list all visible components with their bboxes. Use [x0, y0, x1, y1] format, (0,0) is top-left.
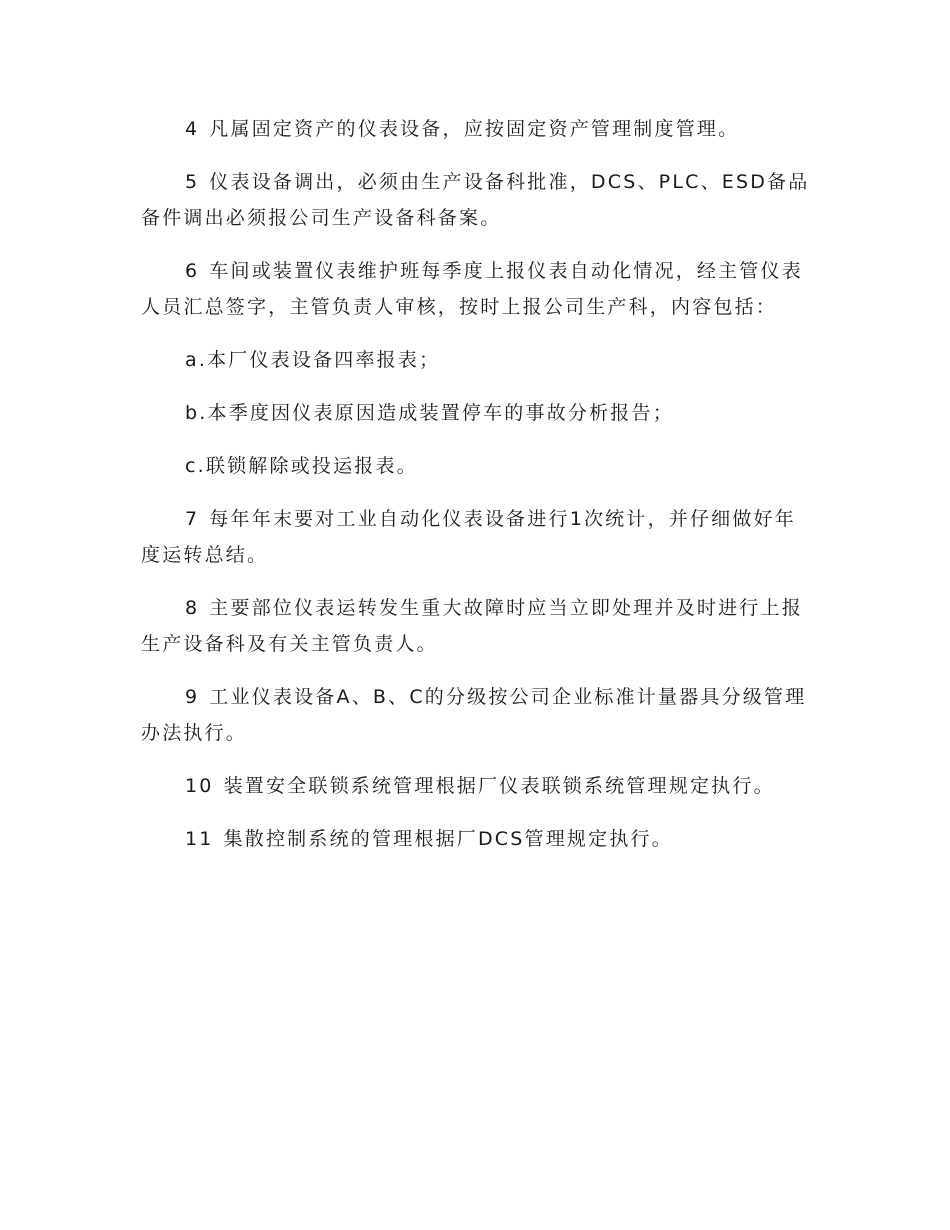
paragraph-number: 10: [185, 775, 214, 797]
sub-item-c: [141, 448, 813, 484]
paragraph-number: 11: [185, 828, 214, 850]
paragraph-text: 凡属固定资产的仪表设备，应按固定资产管理制度管理。: [209, 118, 740, 140]
paragraph-text: 主要部位仪表运转发生重大故障时应当立即处理并及时进行上报生产设备科及有关主管负责人。: [141, 597, 803, 655]
sub-item-text: a.本厂仪表设备四率报表；: [185, 349, 441, 371]
sub-item-text: c.联锁解除或投运报表。: [185, 455, 418, 477]
paragraph-number: 9: [185, 686, 200, 708]
paragraph-number: 8: [185, 597, 200, 619]
paragraph-10: [141, 768, 813, 804]
paragraph-number: 7: [185, 508, 200, 530]
sub-item-b: [141, 395, 813, 431]
paragraph-text: 工业仪表设备A、B、C的分级按公司企业标准计量器具分级管理办法执行。: [141, 686, 807, 744]
paragraph-text: 装置安全联锁系统管理根据厂仪表联锁系统管理规定执行。: [223, 775, 775, 797]
sub-item-text: b.本季度因仪表原因造成装置停车的事故分析报告；: [185, 402, 674, 424]
paragraph-number: 6: [185, 260, 200, 282]
paragraph-text: 每年年末要对工业自动化仪表设备进行1次统计，并仔细做好年度运转总结。: [141, 508, 796, 566]
document-body: [141, 111, 813, 874]
paragraph-number: 4: [185, 118, 200, 140]
paragraph-text: 仪表设备调出，必须由生产设备科批准，DCS、PLC、ESD备品备件调出必须报公司生产设备科备案。: [141, 171, 810, 229]
paragraph-4: [141, 111, 813, 147]
paragraph-number: 5: [185, 171, 200, 193]
paragraph-8: [141, 590, 813, 662]
paragraph-11: [141, 821, 813, 857]
paragraph-7: [141, 501, 813, 573]
sub-item-a: [141, 342, 813, 378]
paragraph-6: [141, 253, 813, 325]
paragraph-text: 集散控制系统的管理根据厂DCS管理规定执行。: [223, 828, 673, 850]
paragraph-text: 车间或装置仪表维护班每季度上报仪表自动化情况，经主管仪表人员汇总签字，主管负责人审核，按时上报公司生产科，内容包括：: [141, 260, 803, 318]
paragraph-5: [141, 164, 813, 236]
paragraph-9: [141, 679, 813, 751]
